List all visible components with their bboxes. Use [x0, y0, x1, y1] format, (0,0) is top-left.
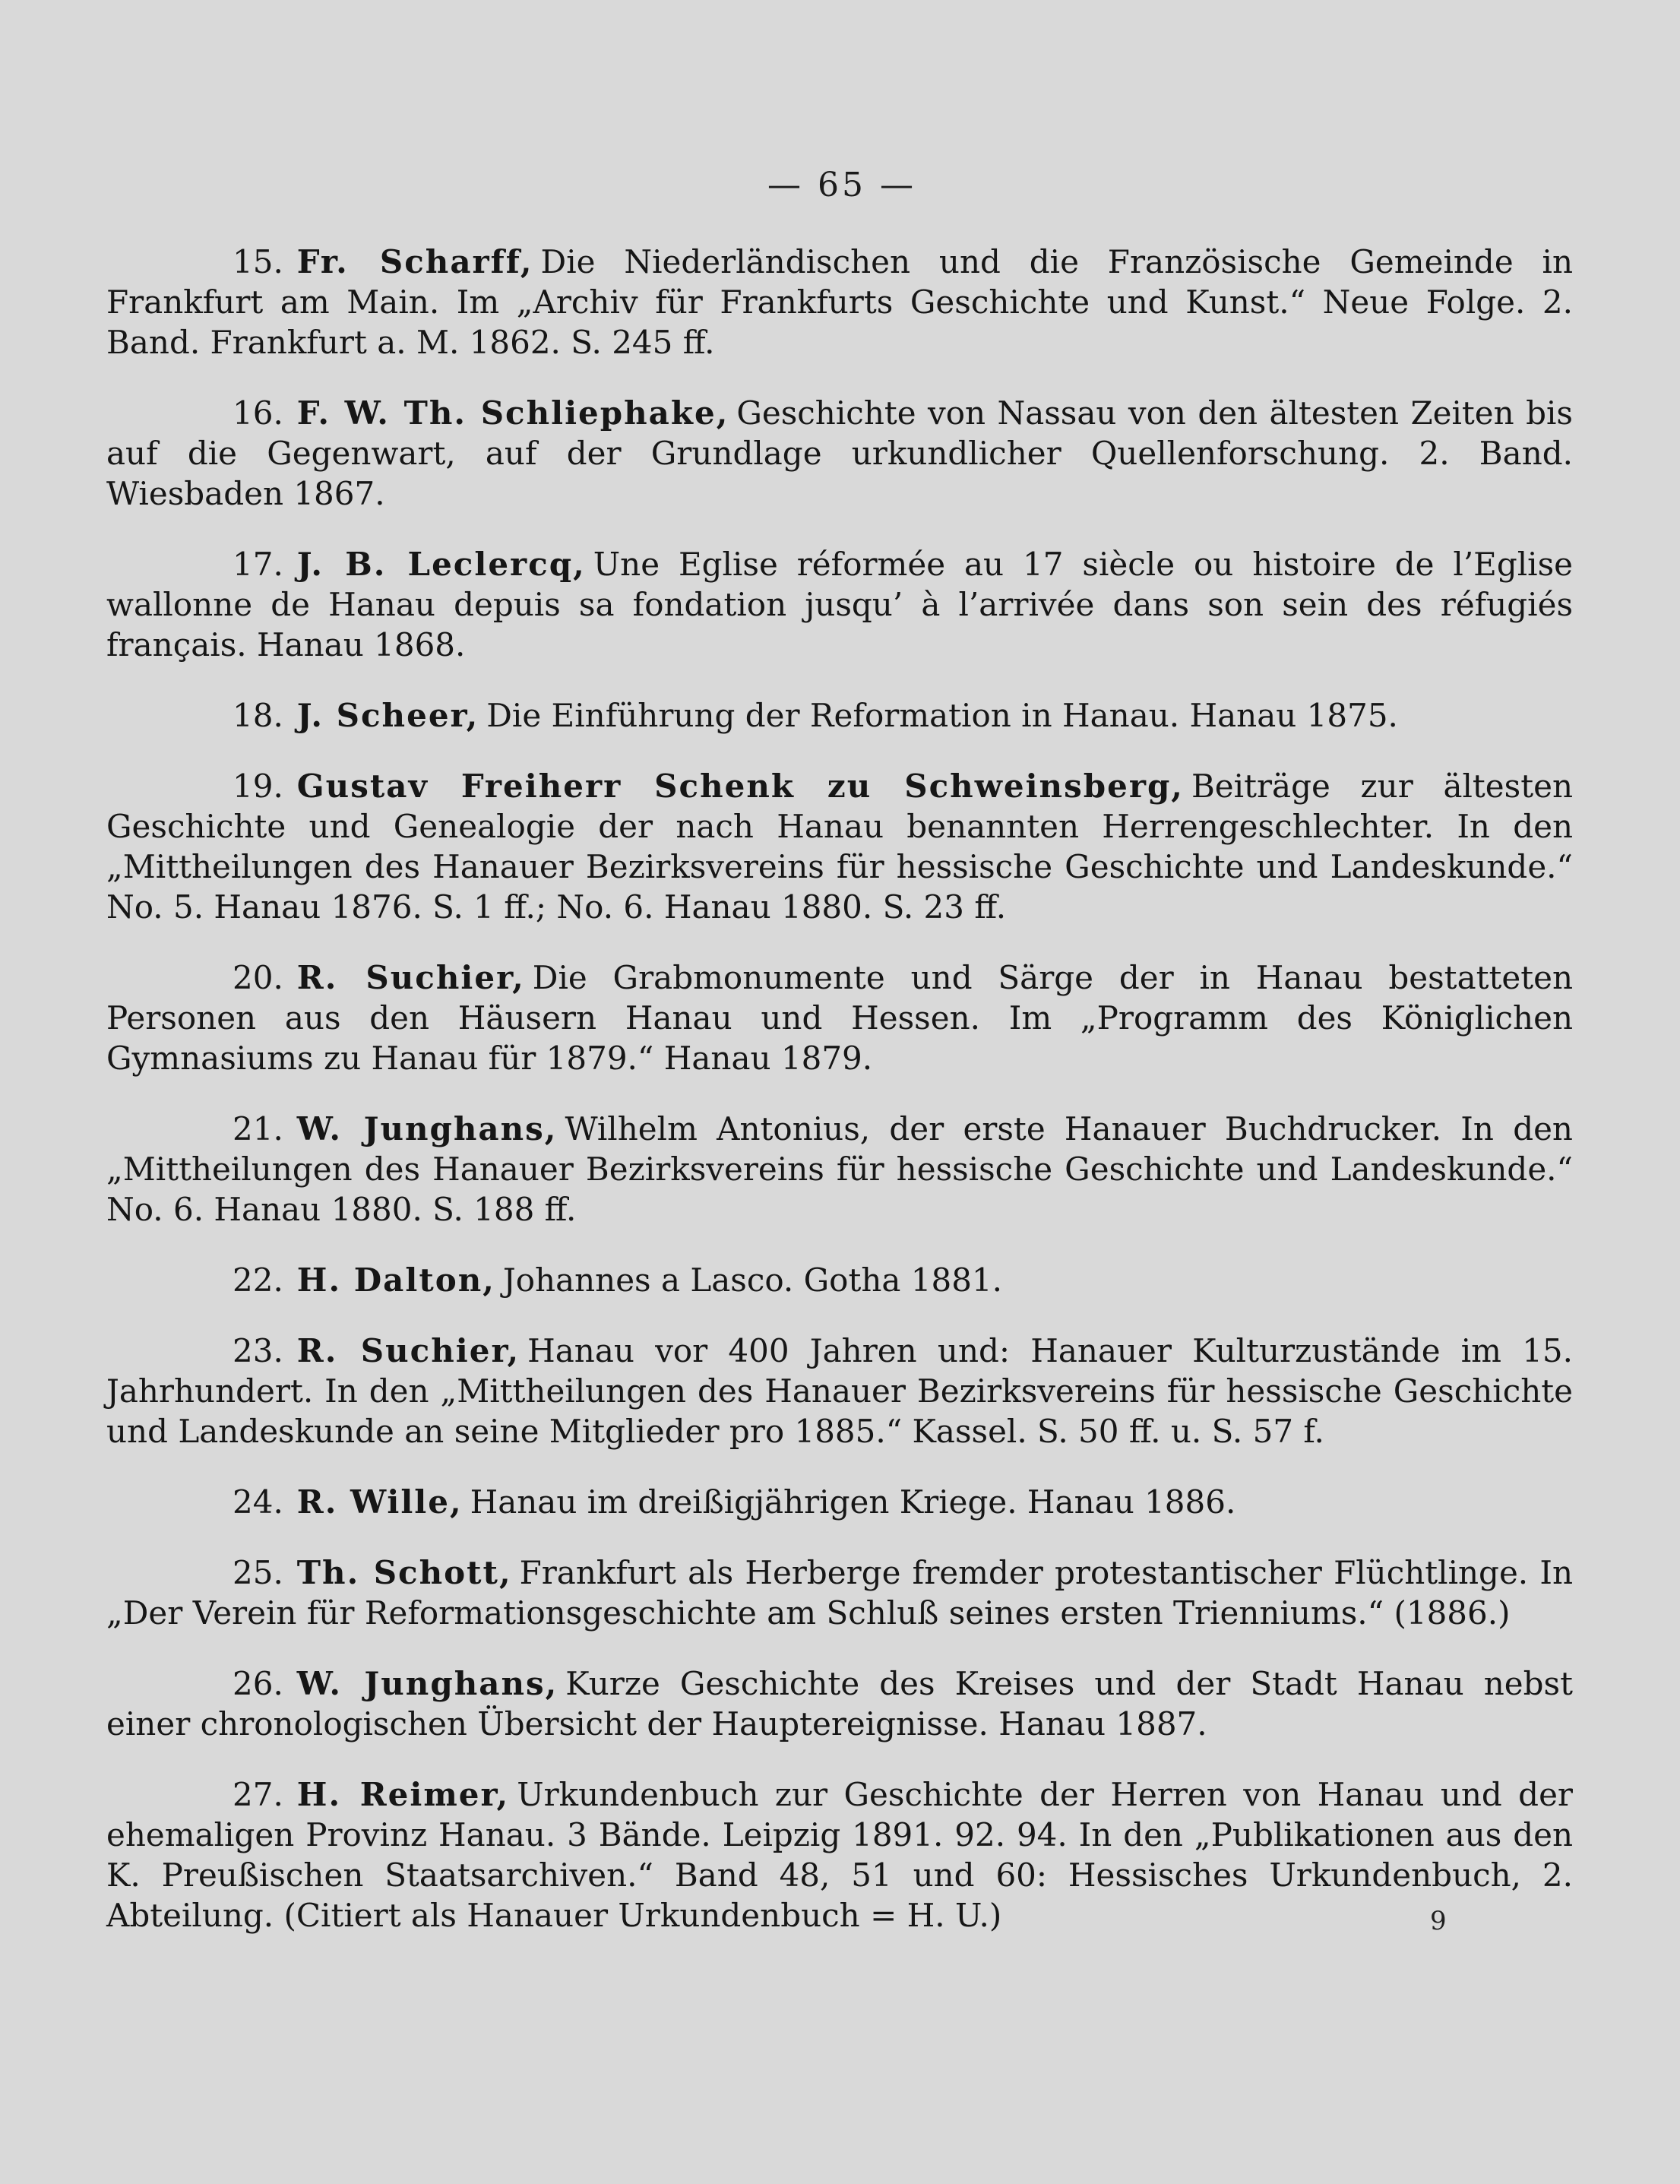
bibliography-entry-25: [106, 1553, 1573, 1633]
bibliography-entry-20: [106, 957, 1573, 1078]
entry-author: Fr. Scharff,: [296, 243, 533, 280]
entry-text: Une Eglise réformée au 17 siècle ou histoire de l’Eglise wallonne de Hanau depuis sa fondation jusqu’ à l’arrivée dans son sein des réfugiés français. Hanau 1868.: [106, 546, 1573, 663]
bibliography-entry-22: [106, 1260, 1573, 1300]
entry-text: Hanau im dreißigjährigen Kriege. Hanau 1886.: [470, 1483, 1236, 1521]
entry-text: Wilhelm Antonius, der erste Hanauer Buchdrucker. In den „Mittheilungen des Hanauer Bezirksvereins für hessische Geschichte und Landeskunde.“ No. 6. Hanau 1880. S. 188 ff.: [106, 1110, 1573, 1228]
bibliography-entry-19: [106, 766, 1573, 927]
entry-number: 24.: [233, 1483, 283, 1521]
entry-author: R. Wille,: [296, 1483, 463, 1521]
bibliography-entry-26: [106, 1663, 1573, 1744]
entry-text: Die Einführung der Reformation in Hanau. Hanau 1875.: [486, 697, 1398, 734]
bibliography-entry-15: [106, 242, 1573, 362]
entry-author: H. Dalton,: [296, 1261, 495, 1299]
bibliography-entry-17: [106, 544, 1573, 665]
entry-number: 20.: [233, 959, 283, 996]
bibliography-list: [106, 242, 1573, 1966]
entry-text: Urkundenbuch zur Geschichte der Herren von Hanau und der ehemaligen Provinz Hanau. 3 Bände. Leipzig 1891. 92. 94. In den „Publikationen aus den K. Preußischen Staatsarchiven.“ Band 48, 51 und 60: Hessisches Urkundenbuch, 2. Abteilung. (Citiert als Hanauer Urkundenbuch = H. U.): [106, 1776, 1573, 1934]
entry-number: 19.: [233, 768, 283, 805]
bibliography-entry-21: [106, 1109, 1573, 1230]
entry-number: 22.: [233, 1261, 283, 1299]
bibliography-entry-18: [106, 695, 1573, 736]
entry-author: J. Scheer,: [296, 697, 479, 734]
entry-author: W. Junghans,: [296, 1665, 558, 1702]
entry-author: W. Junghans,: [296, 1110, 558, 1147]
entry-text: Frankfurt als Herberge fremder protestantischer Flüchtlinge. In „Der Verein für Reformationsgeschichte am Schluß seines ersten Trienniums.“ (1886.): [106, 1554, 1573, 1632]
entry-text: Beiträge zur ältesten Geschichte und Genealogie der nach Hanau benannten Herrengeschlechter. In den „Mittheilungen des Hanauer Bezirksvereins für hessische Geschichte und Landeskunde.“ No. 5. Hanau 1876. S. 1 ff.; No. 6. Hanau 1880. S. 23 ff.: [106, 768, 1573, 926]
entry-text: Hanau vor 400 Jahren und: Hanauer Kulturzustände im 15. Jahrhundert. In den „Mittheilungen des Hanauer Bezirksvereins für hessische Geschichte und Landeskunde an seine Mitglieder pro 1885.“ Kassel. S. 50 ff. u. S. 57 f.: [106, 1332, 1573, 1450]
entry-number: 18.: [233, 697, 283, 734]
entry-text: Die Grabmonumente und Särge der in Hanau bestatteten Personen aus den Häusern Hanau und Hessen. Im „Programm des Königlichen Gymnasiums zu Hanau für 1879.“ Hanau 1879.: [106, 959, 1573, 1077]
entry-number: 21.: [233, 1110, 283, 1147]
bibliography-entry-24: [106, 1482, 1573, 1522]
entry-author: Th. Schott,: [296, 1554, 512, 1591]
entry-text: Geschichte von Nassau von den ältesten Zeiten bis auf die Gegenwart, auf der Grundlage urkundlicher Quellenforschung. 2. Band. Wiesbaden 1867.: [106, 394, 1573, 512]
entry-number: 23.: [233, 1332, 283, 1369]
entry-author: J. B. Leclercq,: [296, 546, 586, 583]
entry-number: 17.: [233, 546, 283, 583]
entry-author: F. W. Th. Schliephake,: [296, 394, 729, 432]
entry-number: 16.: [233, 394, 283, 432]
entry-text: Die Niederländischen und die Französische Gemeinde in Frankfurt am Main. Im „Archiv für Frankfurts Geschichte und Kunst.“ Neue Folge. 2. Band. Frankfurt a. M. 1862. S. 245 ff.: [106, 243, 1574, 361]
entry-number: 15.: [233, 243, 283, 280]
entry-text: Kurze Geschichte des Kreises und der Stadt Hanau nebst einer chronologischen Übersicht der Hauptereignisse. Hanau 1887.: [106, 1665, 1573, 1742]
bibliography-entry-23: [106, 1331, 1573, 1451]
entry-author: R. Suchier,: [296, 1332, 520, 1369]
bibliography-entry-16: [106, 393, 1573, 514]
entry-text: Johannes a Lasco. Gotha 1881.: [502, 1261, 1003, 1299]
entry-author: H. Reimer,: [296, 1776, 510, 1813]
entry-author: R. Suchier,: [296, 959, 525, 996]
entry-number: 25.: [233, 1554, 283, 1591]
bibliography-entry-27: [106, 1774, 1573, 1936]
entry-number: 27.: [233, 1776, 283, 1813]
printer-signature-mark: 9: [1430, 1906, 1447, 1936]
entry-number: 26.: [233, 1665, 283, 1702]
entry-author: Gustav Freiherr Schenk zu Schweinsberg,: [296, 768, 1184, 805]
page-number: — 65 —: [767, 166, 916, 204]
